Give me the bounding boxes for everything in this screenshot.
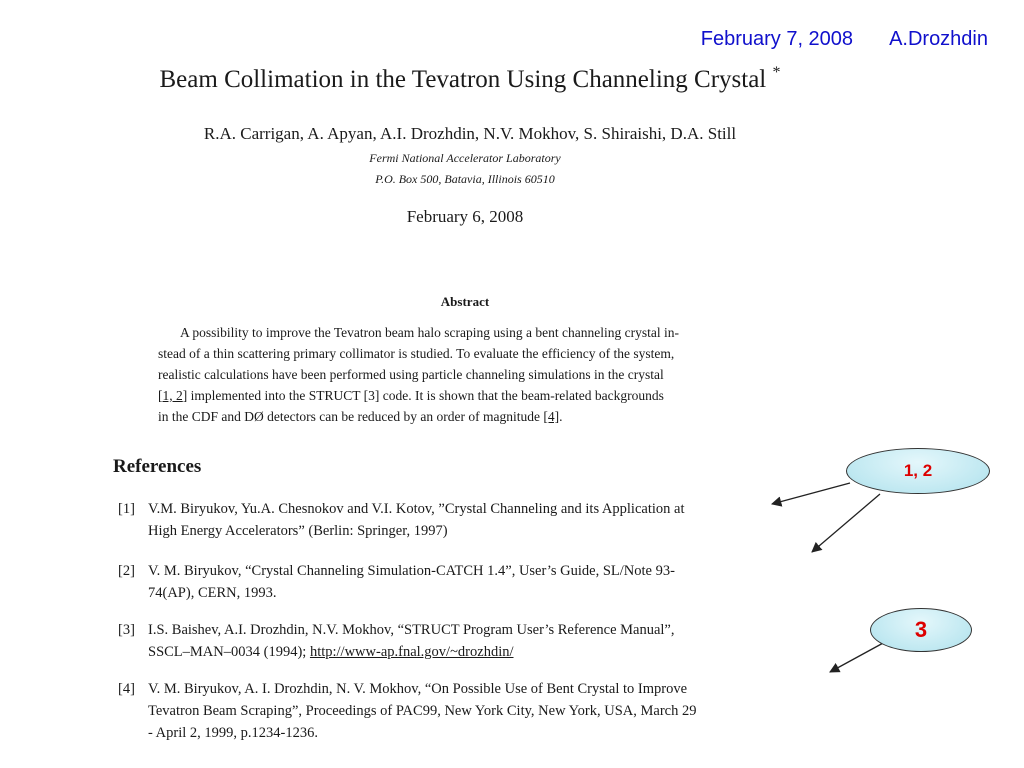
reference-text: V.M. Biryukov, Yu.A. Chesnokov and V.I. Kotov, ”Crystal Channeling and its Application at — [148, 501, 685, 517]
abstract-line: stead of a thin scattering primary collimator is studied. To evaluate the efficiency of the system, — [158, 346, 675, 361]
header-author: A.Drozhdin — [889, 28, 988, 50]
drozhdin-url-link[interactable]: http://www-ap.fnal.gov/~drozhdin/ — [309, 644, 514, 660]
paper-address: P.O. Box 500, Batavia, Illinois 60510 — [375, 172, 555, 186]
abstract-text: ] implemented into the STRUCT [3] code. It is shown that the beam-related backgrounds — [182, 388, 664, 403]
citation-link-4[interactable]: [4] — [543, 409, 560, 424]
reference-4-line: Tevatron Beam Scraping”, Proceedings of PAC99, New York City, New York, USA, March 29 — [148, 703, 697, 719]
abstract-line: realistic calculations have been performed using particle channeling simulations in the crystal — [158, 367, 664, 382]
abstract-heading: Abstract — [440, 294, 490, 309]
reference-number: [3] — [118, 622, 135, 638]
callout-refs-1-2: 1, 2 — [846, 448, 990, 494]
abstract-line: A possibility to improve the Tevatron beam halo scraping using a bent channeling crystal in- — [180, 325, 679, 340]
citation-link-1-2[interactable]: 1, 2 — [162, 388, 183, 403]
reference-text: V. M. Biryukov, “Crystal Channeling Simulation-CATCH 1.4”, User’s Guide, SL/Note 93- — [148, 563, 675, 579]
paper-affiliation: Fermi National Accelerator Laboratory — [369, 151, 561, 165]
arrow-to-ref-1 — [772, 483, 850, 504]
arrow-to-ref-2 — [812, 494, 880, 552]
title-footnote-mark: * — [772, 64, 781, 81]
reference-text: I.S. Baishev, A.I. Drozhdin, N.V. Mokhov, “STRUCT Program User’s Reference Manual”, — [148, 622, 675, 638]
reference-text: SSCL–MAN–0034 (1994); — [148, 644, 310, 660]
callout-ref-3: 3 — [870, 608, 972, 652]
reference-number: [1] — [118, 501, 135, 517]
reference-number: [2] — [118, 563, 135, 579]
reference-2-line: 74(AP), CERN, 1993. — [148, 585, 277, 601]
reference-text: V. M. Biryukov, A. I. Drozhdin, N. V. Mokhov, “On Possible Use of Bent Crystal to Improve — [148, 681, 688, 697]
header-date: February 7, 2008 — [700, 28, 854, 50]
paper-title-text: Beam Collimation in the Tevatron Using Channeling Crystal — [159, 66, 767, 93]
paper-authors: R.A. Carrigan, A. Apyan, A.I. Drozhdin, N.V. Mokhov, S. Shiraishi, D.A. Still — [203, 124, 737, 143]
abstract-text: . — [559, 409, 563, 424]
abstract-text: in the CDF and DØ detectors can be reduced by an order of magnitude — [158, 409, 544, 424]
reference-number: [4] — [118, 681, 135, 697]
reference-4-line: - April 2, 1999, p.1234-1236. — [148, 725, 318, 741]
paper-date: February 6, 2008 — [406, 207, 524, 226]
reference-1-line: High Energy Accelerators” (Berlin: Springer, 1997) — [148, 523, 448, 539]
references-heading: References — [113, 456, 202, 477]
arrow-to-ref-4 — [830, 642, 885, 672]
abstract-text: [ — [158, 388, 163, 403]
